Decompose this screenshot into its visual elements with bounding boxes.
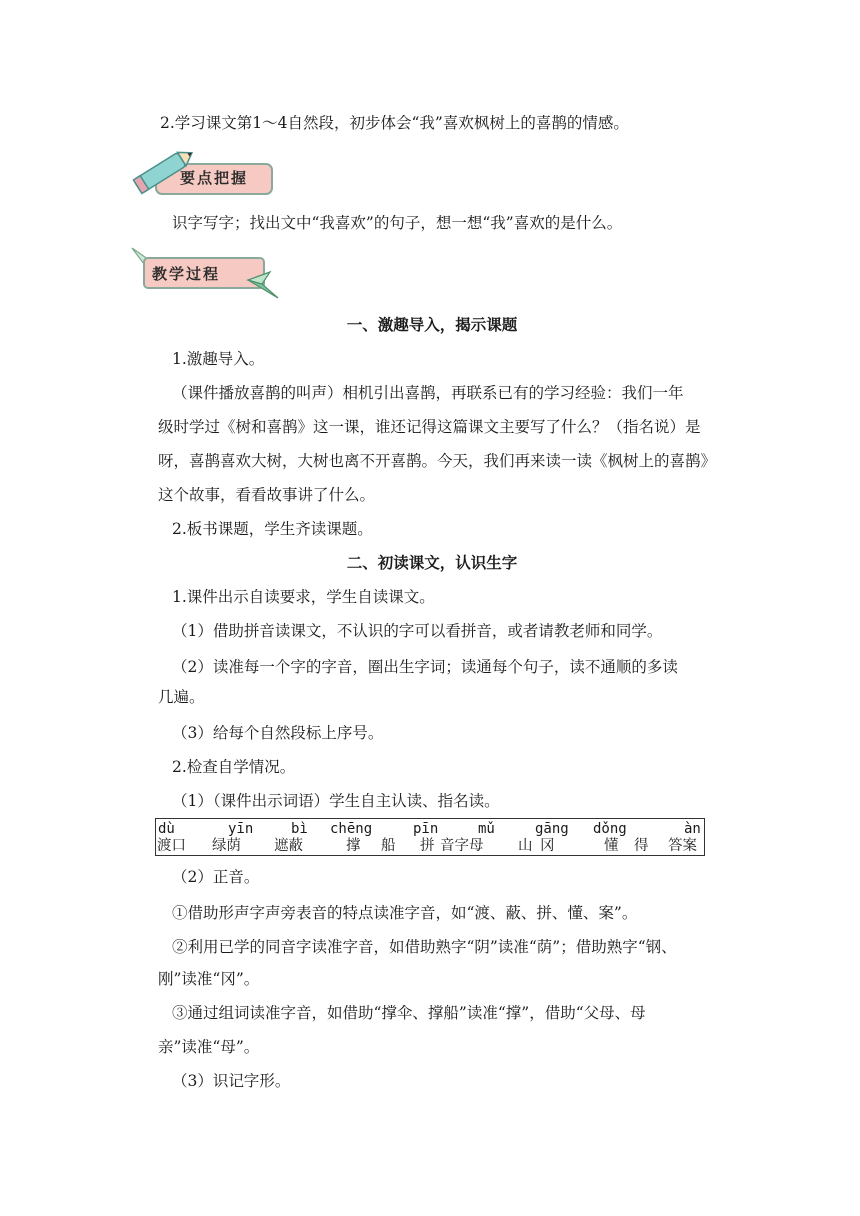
tip-3: ③通过组词读准字音，如借助“撑伞、撑船”读准“撑”，借助“父母、母 [172,1004,646,1022]
section1-item1: 1.激趣导入。 [172,350,265,368]
check-2: （2）正音。 [172,868,260,886]
word: 冈 [540,838,555,854]
word: 遮蔽 [274,838,303,854]
requirement-1: （1）借助拼音读课文，不认识的字可以看拼音，或者请教老师和同学。 [172,622,663,640]
objective-2: 2.学习课文第1～4自然段，初步体会“我”喜欢枫树上的喜鹊的情感。 [160,114,629,132]
word: 答案 [668,838,697,854]
pinyin: dǒng [593,821,627,837]
requirement-2-cont: 几遍。 [158,688,205,706]
tip-1: ①借助形声字声旁表音的特点读准字音，如“渡、蔽、拼、懂、案”。 [172,904,638,922]
word: 绿荫 [212,838,241,854]
section1-heading: 一、激趣导入，揭示课题 [346,316,518,334]
key-points-label: 要点把握 [180,169,249,187]
requirement-3: （3）给每个自然段标上序号。 [172,724,384,742]
key-points-badge [128,144,278,200]
section1-body-line: 级时学过《树和喜鹊》这一课，谁还记得这篇课文主要写了什么？（指名说）是 [158,418,701,436]
key-points-text: 识字写字；找出文中“我喜欢”的句子，想一想“我”喜欢的是什么。 [172,214,623,232]
pinyin: bì [291,821,308,837]
section1-body-line: 这个故事，看看故事讲了什么。 [158,486,376,504]
pinyin-word-box [155,818,705,856]
word: 山 [518,838,533,854]
word: 懂 [604,838,619,854]
process-label: 教学过程 [152,265,221,283]
pinyin: dù [158,821,175,837]
pinyin-row [156,820,706,838]
pinyin: yīn [228,821,254,837]
section1-body-line: 呀，喜鹊喜欢大树，大树也离不开喜鹊。今天，我们再来读一读《枫树上的喜鹊》 [158,452,717,470]
pinyin: mǔ [478,821,495,837]
tip-2-cont: 刚”读准“冈”。 [158,970,260,988]
word: 音字母 [440,838,484,854]
pinyin: chēng [330,821,373,837]
check-1: （1）（课件出示词语）学生自主认读、指名读。 [172,792,500,810]
check-3: （3）识记字形。 [172,1072,291,1090]
pinyin: pīn [413,821,439,837]
word: 船 [381,838,396,854]
tip-2: ②利用已学的同音字读准字音，如借助熟字“阴”读准“荫”；借助熟字“钢、 [172,938,677,956]
section1-item2: 2.板书课题，学生齐读课题。 [172,520,373,538]
word: 撑 [346,838,361,854]
word-row [156,837,706,855]
section2-item2: 2.检查自学情况。 [172,758,296,776]
section2-heading: 二、初读课文，认识生字 [346,554,518,572]
pinyin: gāng [535,821,569,837]
requirement-2: （2）读准每一个字的字音，圈出生字词；读通每个句子，读不通顺的多读 [172,658,678,676]
process-badge [130,244,280,302]
word: 渡口 [157,838,186,854]
word: 拼 [420,838,435,854]
word: 得 [634,838,649,854]
section2-item1: 1.课件出示自读要求，学生自读课文。 [172,588,435,606]
pinyin: àn [684,821,701,837]
section1-body-line: （课件播放喜鹊的叫声）相机引出喜鹊，再联系已有的学习经验：我们一年 [172,384,684,402]
tip-3-cont: 亲”读准“母”。 [158,1038,260,1056]
